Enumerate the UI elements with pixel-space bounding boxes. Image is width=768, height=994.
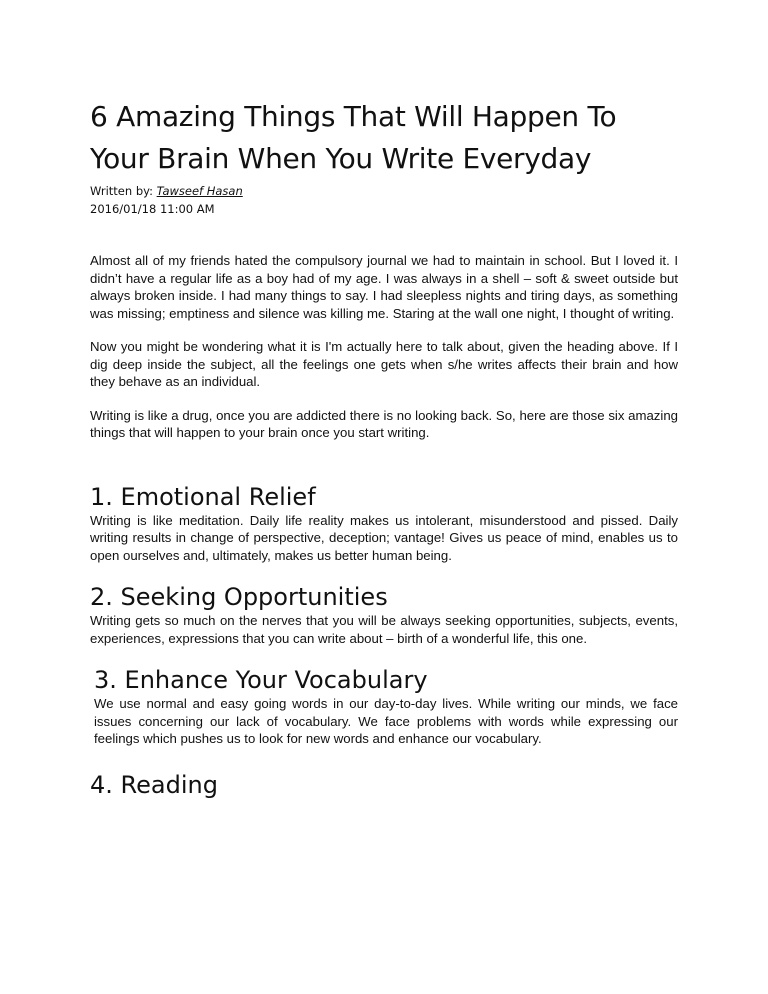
- article-title: [90, 96, 678, 180]
- section-body-enhance-vocabulary: We use normal and easy going words in our day-to-day lives. While writing our minds, we face issues concerning our lack of vocabulary. We face problems with words while expressing our feelings which pushes us to look for new words and enhance our vocabulary.: [94, 696, 678, 746]
- intro-paragraph-2: Now you might be wondering what it is I'm actually here to talk about, given the heading above. If I dig deep inside the subject, all the feelings one gets when s/he writes affects their brain and how they behave as an individual.: [90, 339, 678, 389]
- section-heading-seeking-opportunities: 2. Seeking Opportunities: [90, 583, 388, 611]
- section-heading-enhance-vocabulary: 3. Enhance Your Vocabulary: [94, 666, 428, 694]
- written-by-label: Written by:: [90, 184, 153, 198]
- author-link[interactable]: Tawseef Hasan: [156, 184, 243, 198]
- article-title-line-1: 6 Amazing Things That Will Happen To: [90, 100, 617, 133]
- section-body-emotional-relief: Writing is like meditation. Daily life reality makes us intolerant, misunderstood and pissed. Daily writing results in change of perspective, deception; vantage! Gives us peace of mind, enables us to open ourselves and, ultimately, makes us better human being.: [90, 512, 678, 563]
- intro-paragraph-3: Writing is like a drug, once you are addicted there is no looking back. So, here are those six amazing things that will happen to your brain once you start writing.: [90, 407, 678, 440]
- article-meta: [90, 182, 678, 218]
- section-body-seeking-opportunities: Writing gets so much on the nerves that you will be always seeking opportunities, subjects, events, experiences, expressions that you can write about – birth of a wonderful life, this one.: [90, 613, 678, 646]
- article-title-line-2: Your Brain When You Write Everyday: [90, 142, 592, 175]
- section-heading-emotional-relief: 1. Emotional Relief: [90, 482, 316, 511]
- publish-datetime: 2016/01/18 11:00 AM: [90, 202, 215, 216]
- document-page: [90, 96, 678, 800]
- section-heading-reading: 4. Reading: [90, 770, 218, 799]
- intro-paragraph-1: Almost all of my friends hated the compulsory journal we had to maintain in school. But I loved it. I didn’t have a regular life as a boy had of my age. I was always in a shell – soft & sweet outside but always broken inside. I had many things to say. I had sleepless nights and tiring days, as something was missing; emptiness and silence was killing me. Staring at the wall one night, I thought of writing.: [90, 253, 678, 321]
- byline: [90, 182, 678, 200]
